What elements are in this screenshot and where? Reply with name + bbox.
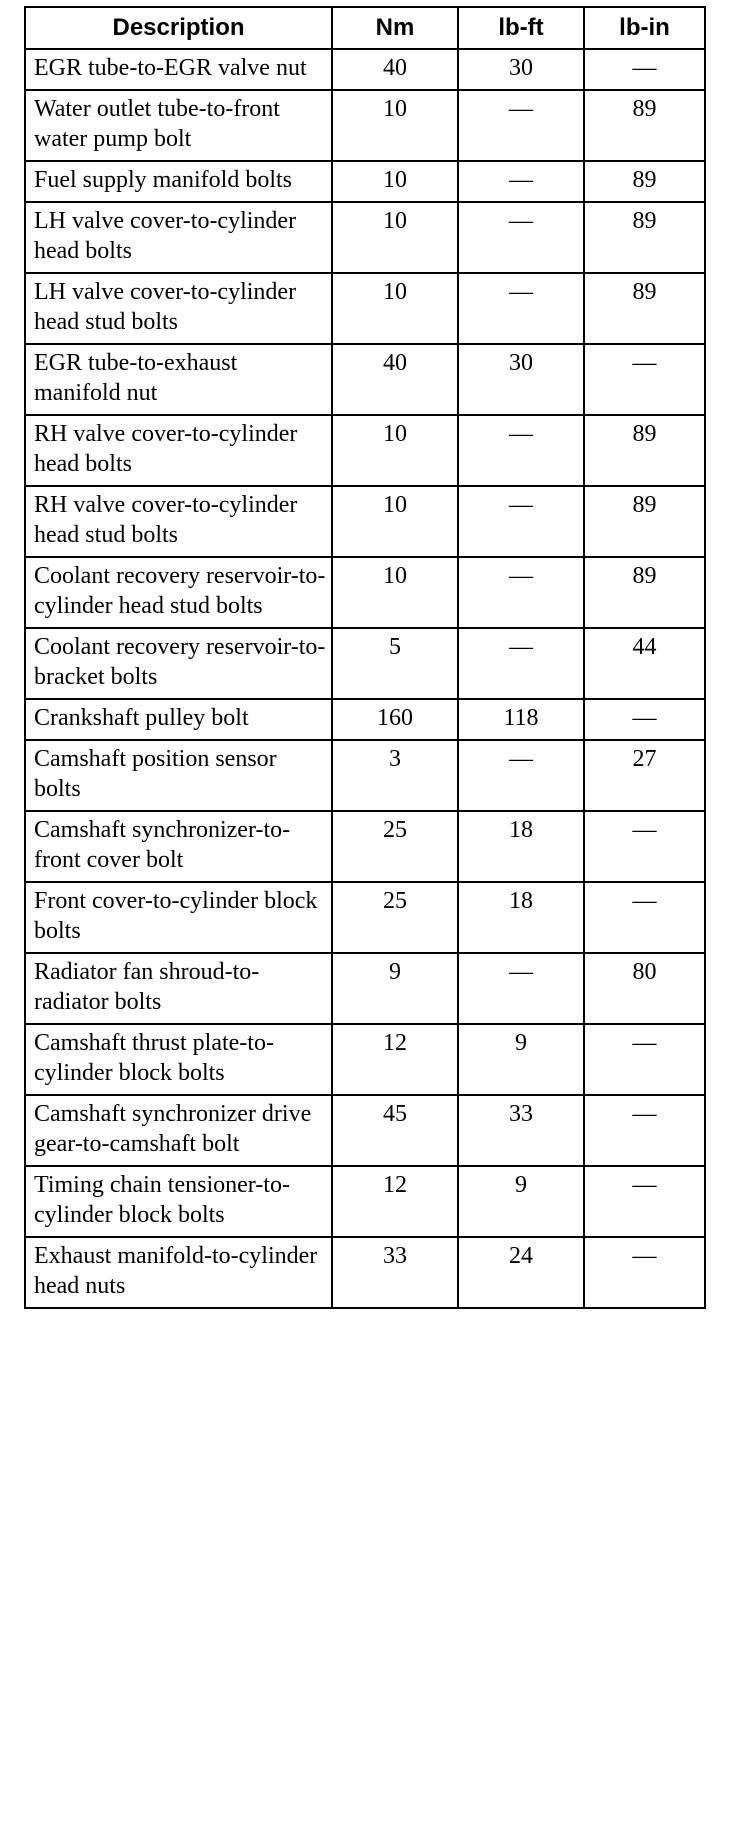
cell-description: Water outlet tube-to-front water pump bolt [25, 90, 332, 161]
cell-description: EGR tube-to-EGR valve nut [25, 49, 332, 90]
cell-lbft: 30 [458, 344, 584, 415]
cell-lbin: 89 [584, 557, 705, 628]
cell-lbin: — [584, 49, 705, 90]
table-row [25, 344, 705, 415]
cell-description: Timing chain tensioner-to-cylinder block bolts [25, 1166, 332, 1237]
cell-lbft: 9 [458, 1024, 584, 1095]
cell-description: LH valve cover-to-cylinder head stud bolts [25, 273, 332, 344]
cell-nm: 10 [332, 415, 458, 486]
cell-nm: 160 [332, 699, 458, 740]
cell-nm: 9 [332, 953, 458, 1024]
cell-lbft: 33 [458, 1095, 584, 1166]
cell-description: Camshaft thrust plate-to-cylinder block bolts [25, 1024, 332, 1095]
header-nm: Nm [332, 7, 458, 49]
table-row [25, 49, 705, 90]
cell-lbin: — [584, 699, 705, 740]
cell-lbin: 89 [584, 415, 705, 486]
header-lbft: lb-ft [458, 7, 584, 49]
cell-lbin: — [584, 811, 705, 882]
table-row [25, 1237, 705, 1308]
cell-lbft: — [458, 415, 584, 486]
cell-lbft: — [458, 740, 584, 811]
table-body [25, 49, 705, 1308]
cell-nm: 12 [332, 1024, 458, 1095]
cell-description: Coolant recovery reservoir-to-cylinder head stud bolts [25, 557, 332, 628]
cell-lbft: — [458, 953, 584, 1024]
cell-lbft: 118 [458, 699, 584, 740]
cell-description: Fuel supply manifold bolts [25, 161, 332, 202]
cell-description: Camshaft synchronizer-to-front cover bolt [25, 811, 332, 882]
table-row [25, 202, 705, 273]
cell-nm: 40 [332, 49, 458, 90]
cell-nm: 10 [332, 273, 458, 344]
cell-lbin: 89 [584, 486, 705, 557]
table-row [25, 699, 705, 740]
table-row [25, 1024, 705, 1095]
header-description: Description [25, 7, 332, 49]
cell-lbin: 89 [584, 273, 705, 344]
cell-nm: 10 [332, 202, 458, 273]
cell-description: Crankshaft pulley bolt [25, 699, 332, 740]
cell-lbin: — [584, 882, 705, 953]
cell-lbin: 27 [584, 740, 705, 811]
table-row [25, 811, 705, 882]
cell-lbin: — [584, 344, 705, 415]
cell-description: Camshaft synchronizer drive gear-to-camshaft bolt [25, 1095, 332, 1166]
table-row [25, 740, 705, 811]
table-row [25, 882, 705, 953]
cell-lbin: 89 [584, 90, 705, 161]
cell-nm: 25 [332, 882, 458, 953]
table-row [25, 557, 705, 628]
table-row [25, 1166, 705, 1237]
table-row [25, 273, 705, 344]
cell-lbin: 89 [584, 161, 705, 202]
cell-nm: 12 [332, 1166, 458, 1237]
cell-description: Front cover-to-cylinder block bolts [25, 882, 332, 953]
table-row [25, 90, 705, 161]
table-row [25, 628, 705, 699]
cell-lbft: 9 [458, 1166, 584, 1237]
cell-lbin: 80 [584, 953, 705, 1024]
cell-lbft: — [458, 628, 584, 699]
cell-lbft: — [458, 486, 584, 557]
cell-description: Radiator fan shroud-to-radiator bolts [25, 953, 332, 1024]
cell-lbin: — [584, 1095, 705, 1166]
cell-nm: 10 [332, 161, 458, 202]
cell-lbft: — [458, 557, 584, 628]
cell-nm: 40 [332, 344, 458, 415]
cell-lbin: 44 [584, 628, 705, 699]
cell-lbft: — [458, 161, 584, 202]
cell-lbft: 18 [458, 811, 584, 882]
cell-nm: 3 [332, 740, 458, 811]
table-row [25, 953, 705, 1024]
cell-nm: 10 [332, 90, 458, 161]
header-lbin: lb-in [584, 7, 705, 49]
cell-lbin: 89 [584, 202, 705, 273]
cell-nm: 33 [332, 1237, 458, 1308]
cell-lbft: 24 [458, 1237, 584, 1308]
cell-description: EGR tube-to-exhaust manifold nut [25, 344, 332, 415]
table-row [25, 415, 705, 486]
cell-nm: 5 [332, 628, 458, 699]
header-row [25, 7, 705, 49]
table-row [25, 1095, 705, 1166]
table-header [25, 7, 705, 49]
table-row [25, 486, 705, 557]
cell-description: Exhaust manifold-to-cylinder head nuts [25, 1237, 332, 1308]
cell-nm: 45 [332, 1095, 458, 1166]
cell-lbft: — [458, 202, 584, 273]
cell-lbin: — [584, 1237, 705, 1308]
torque-specification-table [24, 6, 706, 1309]
cell-description: Camshaft position sensor bolts [25, 740, 332, 811]
cell-description: RH valve cover-to-cylinder head bolts [25, 415, 332, 486]
cell-nm: 25 [332, 811, 458, 882]
cell-lbin: — [584, 1024, 705, 1095]
cell-lbft: — [458, 90, 584, 161]
cell-nm: 10 [332, 557, 458, 628]
cell-lbft: 18 [458, 882, 584, 953]
cell-description: Coolant recovery reservoir-to-bracket bolts [25, 628, 332, 699]
cell-description: LH valve cover-to-cylinder head bolts [25, 202, 332, 273]
cell-nm: 10 [332, 486, 458, 557]
cell-description: RH valve cover-to-cylinder head stud bolts [25, 486, 332, 557]
cell-lbft: 30 [458, 49, 584, 90]
cell-lbin: — [584, 1166, 705, 1237]
table-row [25, 161, 705, 202]
cell-lbft: — [458, 273, 584, 344]
